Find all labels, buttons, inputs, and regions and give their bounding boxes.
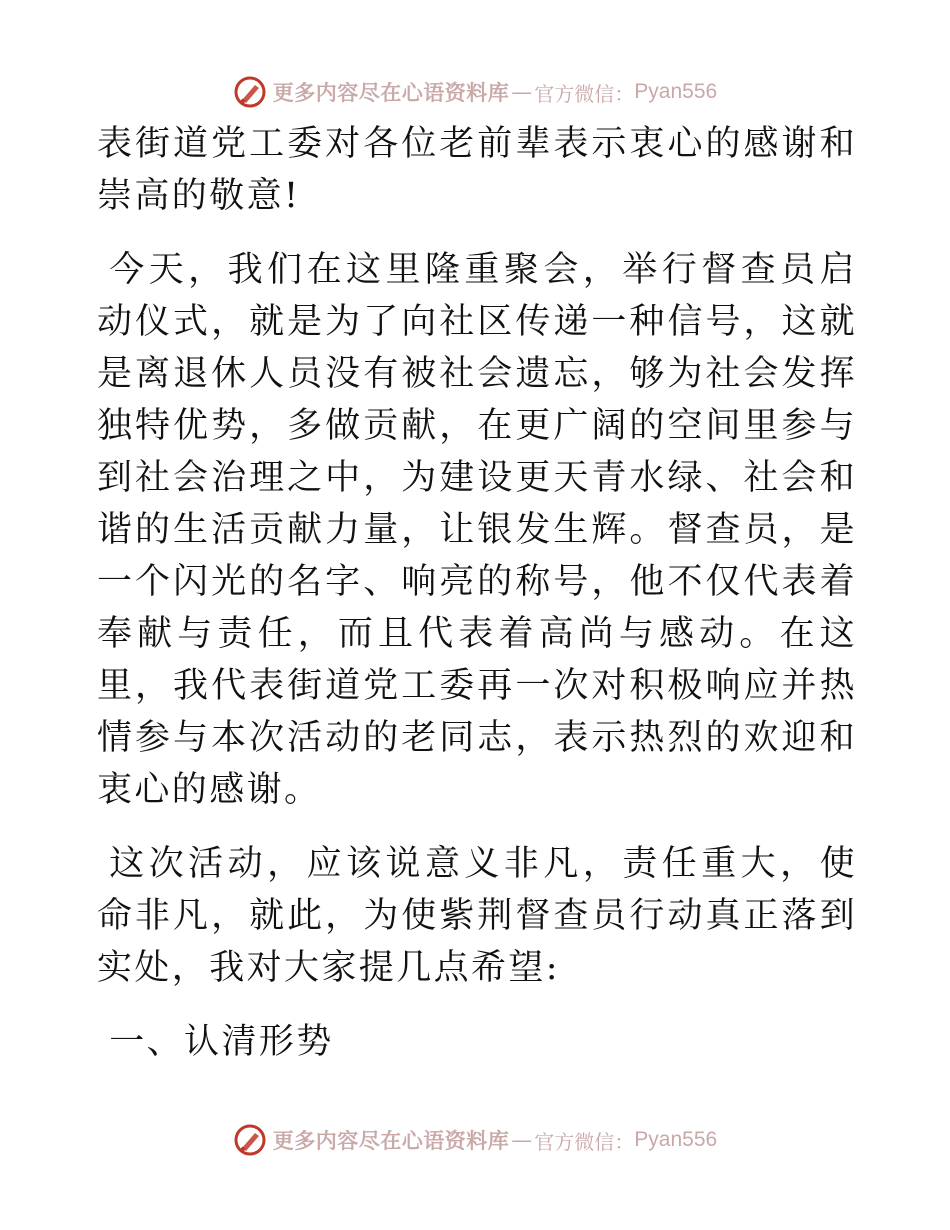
section-heading: 一、认清形势 [109, 1022, 334, 1062]
paragraph-2: 今天，我们在这里隆重聚会，举行督查员启动仪式，就是为了向社区传递一种信号，这就是离退休人员没有被社会遗忘，够为社会发挥独特优势，多做贡献，在更广阔的空间里参与到社会治理之中，为建设更天青水绿、社会和谐的生活贡献力量，让银发生辉。督查员，是一个闪光的名字、响亮的称号，他不仅代表着奉献与责任，而且代表着高尚与感动。在这里，我代表街道党工委再一次对积极响应并热情参与本次活动的老同志，表示热烈的欢迎和衷心的感谢。 [97, 250, 857, 810]
header-watermark-banner [0, 72, 950, 112]
paragraph-3: 这次活动，应该说意义非凡，责任重大，使命非凡，就此，为使紫荆督查员行动真正落到实处，我对大家提几点希望: [97, 844, 857, 988]
watermark-dash: — [511, 1128, 533, 1152]
footer-watermark-banner [0, 1120, 950, 1160]
watermark-brand-text: 更多内容尽在心语资料库 [272, 1128, 510, 1153]
watermark-brand-text: 更多内容尽在心语资料库 [272, 80, 510, 105]
watermark-contact-id: Pyan556 [634, 1128, 718, 1151]
pen-logo-icon [233, 75, 267, 109]
watermark-contact-label: 官方微信： [534, 81, 635, 106]
watermark-contact-id: Pyan556 [634, 80, 718, 103]
pen-logo-icon [233, 1123, 267, 1157]
watermark-dash: — [511, 80, 533, 104]
watermark-contact-label: 官方微信： [534, 1129, 635, 1154]
paragraph-1: 表街道党工委对各位老前辈表示衷心的感谢和崇高的敬意! [97, 124, 857, 216]
document-body [97, 118, 857, 1068]
